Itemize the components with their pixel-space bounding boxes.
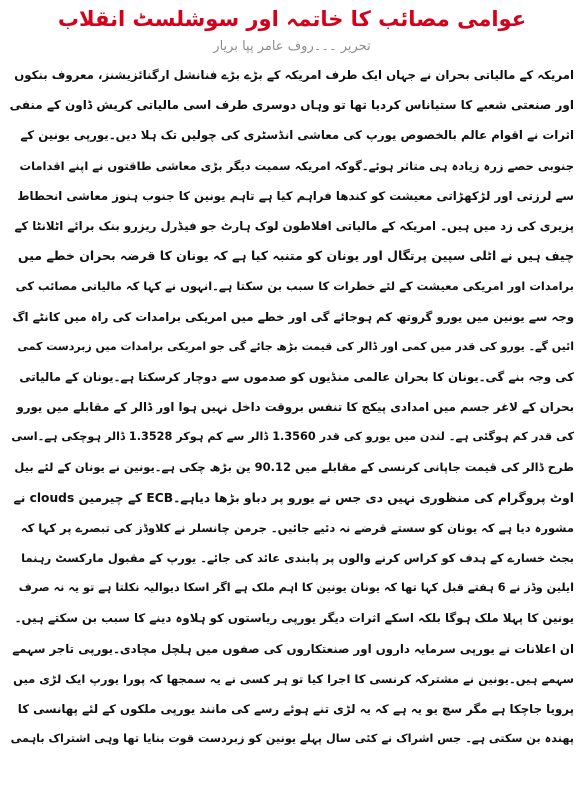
- body-line: کی قدر کم ہوگئی ہے۔ لندن میں یورو کی قدر 1.3560 ڈالر سے کم ہوکر 1.3528 ڈالر ہوچکی ہے۔اسی: [11, 430, 574, 444]
- body-line: وجہ سے یونین میں یورو گروتھ کم ہوجائے گی اور خطے میں امریکی برامدات کی راہ میں کانٹے اگ: [12, 309, 574, 324]
- body-line: جنوبی حصے زرہ زیادہ ہی متاثر ہوئے۔گوکہ امریکہ سمیت دیگر بڑی معاشی طاقتوں نے اپنے اقدامات: [19, 158, 574, 173]
- body-line: ایلین وڈز نے 6 ہفتے قبل کہا تھا کہ یونان یونین کا اہم ملک ہے اگر اسکا دیوالیہ نکلتا ہے تو یہ نہ صرف: [18, 581, 574, 595]
- body-line: بجٹ خسارے کے ہدف کو کراس کرنے والوں پر پابندی عائد کی جائے۔ یورپ کے مقبول مارکسٹ رہنما: [21, 551, 574, 565]
- article-title: عوامی مصائب کا خاتمہ اور سوشلسٹ انقلاب: [57, 7, 527, 31]
- body-line: پزیری کی زد میں ہیں۔ امریکہ کے مالیاتی افلاطون لوک ہارٹ جو فیڈرل ریزرو بنک برائے اٹلانٹا کے: [14, 218, 574, 233]
- body-line: طرح ڈالر کی قیمت جاپانی کرنسی کے مقابلے میں 90.12 ین بڑھ چکی ہے۔یونین نے یونان کے لئے بیل: [14, 460, 574, 475]
- body-line: کی وجہ بنے گی۔یونان کا بحران عالمی منڈیوں کو صدموں سے دوچار کرسکتا ہے۔یونان کے مالیاتی: [19, 369, 574, 384]
- article-byline: تحریر ۔۔۔روف عامر پپا بریار: [213, 39, 371, 54]
- body-line: امریکہ کے مالیاتی بحران نے جہاں ایک طرف امریکہ کے بڑے بڑے فنانشل ارگنائزیشنز، معروف بنکوں: [14, 68, 574, 82]
- body-line: اثرات نے اقوام عالم بالخصوص یورپ کی معاشی انڈسٹری کی چولیں تک ہلا دیں۔یورپی یونین کے: [20, 128, 574, 143]
- article-body: [10, 60, 574, 754]
- body-line: ائیں گے۔ یورو کی قدر میں کمی اور ڈالر کی قیمت بڑھ جائے گی جو امریکی برامدات میں زبردست کمی: [17, 339, 574, 353]
- body-line: برامدات اور امریکی معیشت کے لئے خطرات کا سبب بن سکتا ہے۔انہوں نے کہا کہ مالیاتی مصائب کی: [15, 279, 574, 294]
- body-line: اور صنعتی شعبے کا ستیاناس کردیا تھا تو وہاں دوسری طرف اسی مالیاتی کریش ڈاون کے منفی: [10, 98, 574, 113]
- body-line: پھندہ بن سکتی ہے۔ جس اشراک نے کئی سال پہلے یونین کو زبردست قوت بنایا تھا وہی اشتراک باہمی: [10, 732, 574, 746]
- body-line: ان اعلانات نے یورپی سرمایہ داروں اور صنعتکاروں کی صفوں میں ہلچل مچادی۔یورپی تاجر سہمے: [12, 641, 574, 656]
- body-line: بحران کے لاغر جسم میں امدادی پیکج کا تنفس بروقت داخل نہیں ہوا اور ڈالر کے مقابلے میں یورو: [16, 400, 574, 415]
- body-line: پرویا جاچکا ہے مگر سچ یو یہ ہے کہ یہ لڑی تنے ہوئے رسے کی مانند یورپی ملکوں کے لئے پھانسی کا: [17, 701, 574, 716]
- body-line: یونین کا پہلا ملک ہوگا بلکہ اسکے اثرات دیگر یورپی ریاستوں کو ہلاوہ دینے کا سبب بن سکتے ہیں۔: [14, 611, 574, 626]
- body-line: اوٹ پروگرام کی منظوری نہیں دی جس نے یورو پر دباو بڑھا دیاہے۔ECB کے چیرمین clouds نے: [13, 490, 574, 505]
- body-line: سہمے ہیں۔یونین نے مشترکہ کرنسی کا اجرا کیا تو ہر کسی نے یہ سمجھا کہ پورا یورپ ایک لڑی میں: [13, 671, 574, 686]
- body-line: چیف ہیں نے اٹلی سپین پرتگال اور یونان کو متنبہ کیا ہے کہ یونان کا قرضہ بحران خطے میں: [17, 248, 574, 264]
- body-line: مشورہ دیا ہے کہ یونان کو سستے قرضے نہ دئیے جائیں۔ جرمن چانسلر نے کلاوڈز کی تبصرے پر کہا کہ: [20, 520, 574, 535]
- body-line: سے لرزتی اور لڑکھڑاتی معیشت کو کندھا فراہم کیا ہے تاہم یونین کا جنوب ہنوز معاشی انحطاط: [17, 188, 574, 203]
